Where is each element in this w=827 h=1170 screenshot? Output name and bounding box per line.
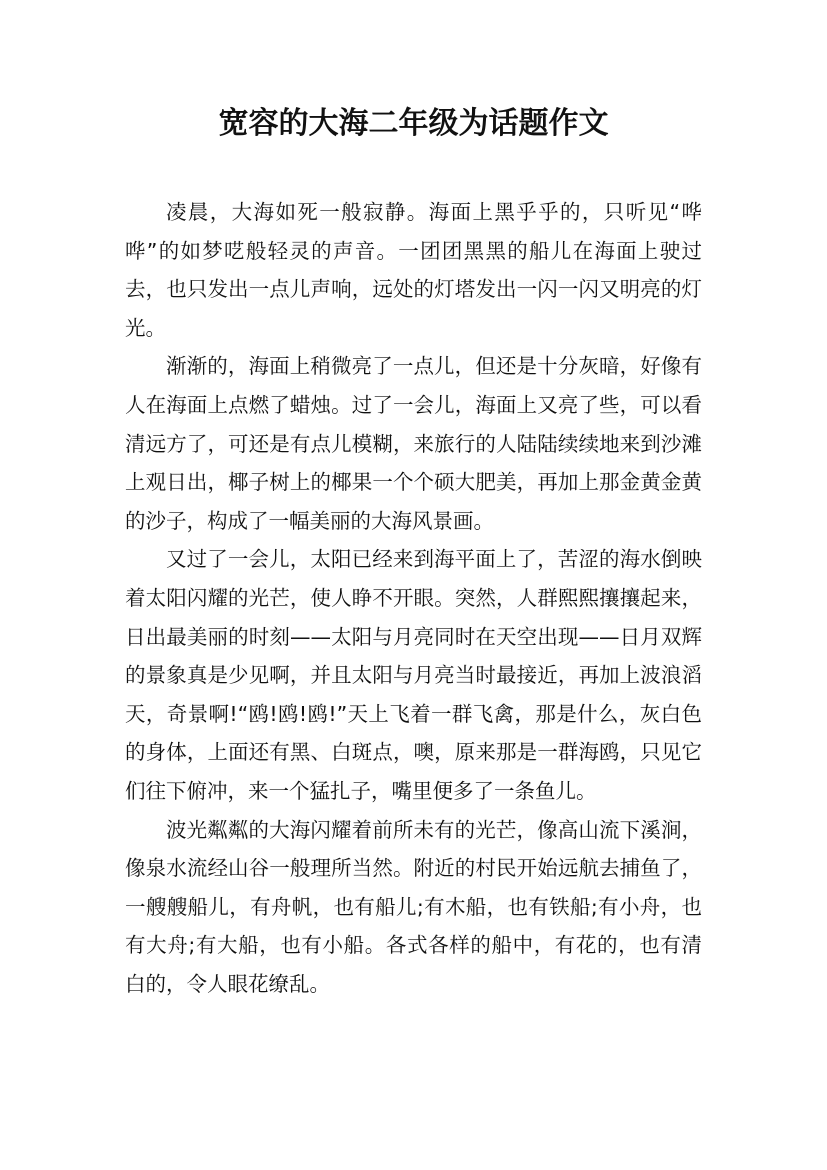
document-title: 宽容的大海二年级为话题作文 (218, 106, 609, 141)
paragraph-3: 又过了一会儿，太阳已经来到海平面上了，苦涩的海水倒映着太阳闪耀的光芒，使人睁不开眼。突然，人群熙熙攘攘起来，日出最美丽的时刻——太阳与月亮同时在天空出现——日月双辉的景象真是少见啊，并且太阳与月亮当时最接近，再加上波浪滔天，奇景啊!“鸥!鸥!鸥!”天上飞着一群飞禽，那是什么，灰白色的身体，上面还有黑、白斑点，噢，原来那是一群海鸥，只见它们往下俯冲，来一个猛扎子，嘴里便多了一条鱼儿。 (125, 547, 702, 803)
paragraph-1: 凌晨，大海如死一般寂静。海面上黑乎乎的，只听见“哗哗”的如梦呓般轻灵的声音。一团团黑黑的船儿在海面上驶过去，也只发出一点儿声响，远处的灯塔发出一闪一闪又明亮的灯光。 (125, 200, 702, 340)
paragraph-2: 渐渐的，海面上稍微亮了一点儿，但还是十分灰暗，好像有人在海面上点燃了蜡烛。过了一会儿，海面上又亮了些，可以看清远方了，可还是有点儿模糊，来旅行的人陆陆续续地来到沙滩上观日出，椰子树上的椰果一个个硕大肥美，再加上那金黄金黄的沙子，构成了一幅美丽的大海风景画。 (125, 354, 702, 533)
paragraph-4: 波光粼粼的大海闪耀着前所未有的光芒，像高山流下溪涧，像泉水流经山谷一般理所当然。附近的村民开始远航去捕鱼了，一艘艘船儿，有舟帆，也有船儿;有木船，也有铁船;有小舟，也有大舟;有大船，也有小船。各式各样的船中，有花的，也有清白的，令人眼花缭乱。 (125, 817, 702, 996)
document-body (125, 193, 702, 1003)
